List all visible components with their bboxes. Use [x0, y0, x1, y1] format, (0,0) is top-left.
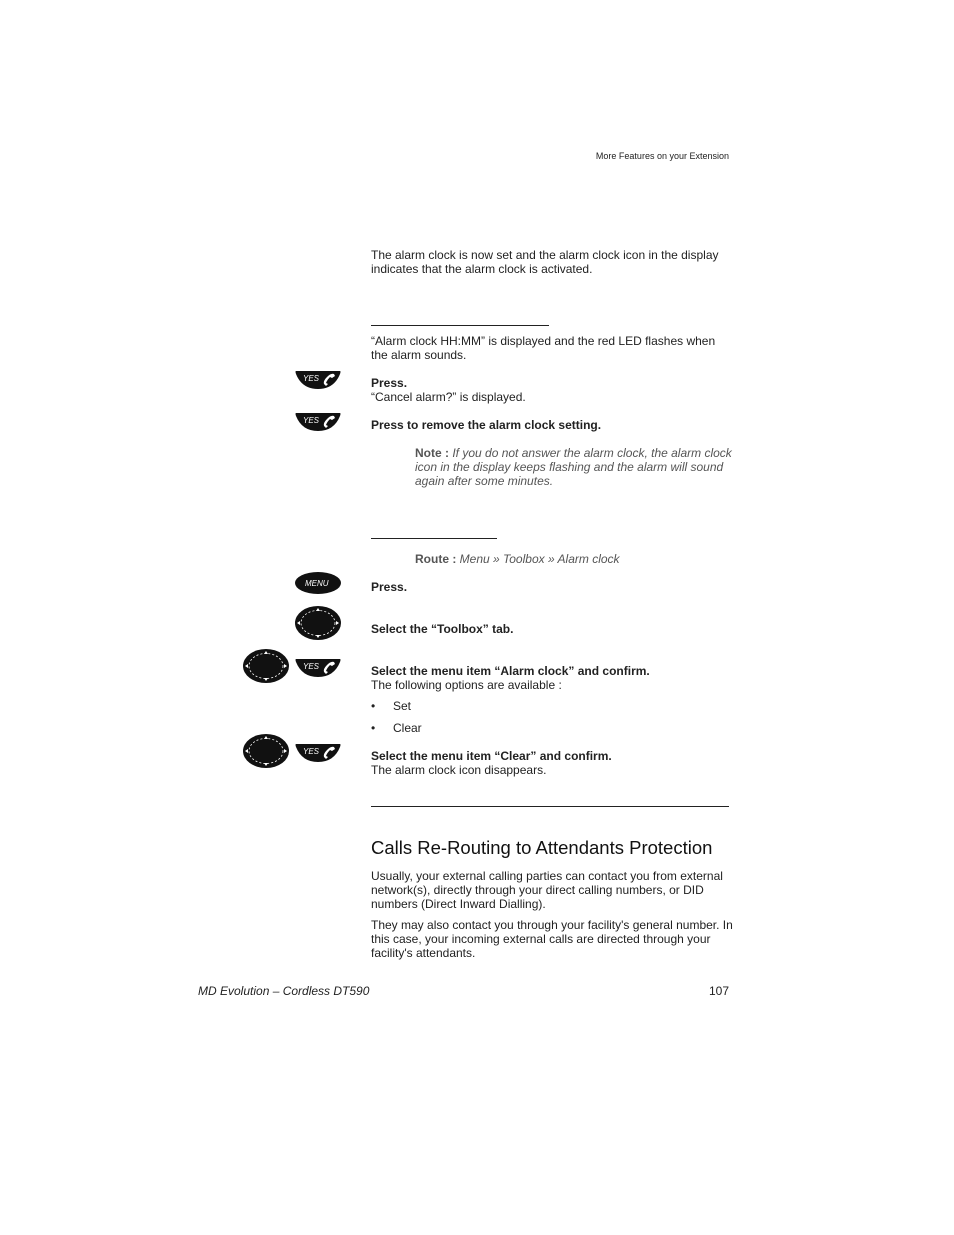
option-item — [371, 699, 411, 713]
section-heading: Calls Re-Routing to Attendants Protection — [371, 837, 713, 858]
clear-step4-result: The alarm clock icon disappears. — [371, 763, 547, 777]
route-label: Route : — [415, 552, 457, 566]
option-label: Clear — [393, 721, 422, 735]
clear-step3-title: Select the menu item “Alarm clock” and confirm. — [371, 664, 650, 678]
stop-alarm-description: “Alarm clock HH:MM” is displayed and the red LED flashes when the alarm sounds. — [371, 334, 716, 362]
section-paragraph: They may also contact you through your facility's general number. In this case, your incoming external calls are directed through your facility's attendants. — [371, 918, 733, 960]
svg-text:MENU: MENU — [305, 579, 329, 588]
menu-key-icon — [294, 571, 342, 595]
intro-paragraph: The alarm clock is now set and the alarm clock icon in the display indicates that the alarm clock is activated. — [371, 248, 719, 276]
svg-text:YES: YES — [303, 416, 320, 425]
section-paragraph: Usually, your external calling parties can contact you from external network(s), directly through your direct calling numbers, or DID numbers (Direct Inward Dialling). — [371, 869, 723, 911]
stop-step1-title: Press. — [371, 376, 408, 390]
option-item — [371, 721, 422, 735]
option-label: Set — [393, 699, 412, 713]
svg-text:YES: YES — [303, 662, 320, 671]
clear-step3-result: The following options are available : — [371, 678, 562, 692]
clear-step1-title: Press. — [371, 580, 408, 594]
clear-step4-title: Select the menu item “Clear” and confirm. — [371, 749, 612, 763]
svg-text:YES: YES — [303, 747, 320, 756]
page-number: 107 — [708, 984, 729, 998]
note-label: Note : — [415, 446, 449, 460]
navigation-key-icon — [242, 733, 290, 769]
yes-key-icon — [294, 411, 342, 433]
note-text: If you do not answer the alarm clock, the alarm clock icon in the display keeps flashing and the alarm will sound again after some minutes. — [415, 446, 732, 488]
stop-step2-title: Press to remove the alarm clock setting. — [371, 418, 602, 432]
section-rule — [371, 538, 497, 539]
bullet-glyph: • — [371, 721, 376, 735]
note — [415, 446, 733, 488]
clear-step2-title: Select the “Toolbox” tab. — [371, 622, 514, 636]
navigation-key-icon — [242, 648, 290, 684]
route-text: Menu » Toolbox » Alarm clock — [459, 552, 620, 566]
footer-title: MD Evolution – Cordless DT590 — [198, 984, 370, 998]
stop-step1-result: “Cancel alarm?” is displayed. — [371, 390, 526, 404]
section-rule — [371, 806, 729, 807]
navigation-key-icon — [294, 605, 342, 641]
yes-key-icon — [294, 657, 342, 679]
yes-key-icon — [294, 742, 342, 764]
section-rule — [371, 325, 549, 326]
bullet-glyph: • — [371, 699, 376, 713]
yes-key-icon — [294, 369, 342, 391]
svg-text:YES: YES — [303, 374, 320, 383]
route — [415, 552, 620, 566]
running-header: More Features on your Extension — [595, 151, 729, 161]
